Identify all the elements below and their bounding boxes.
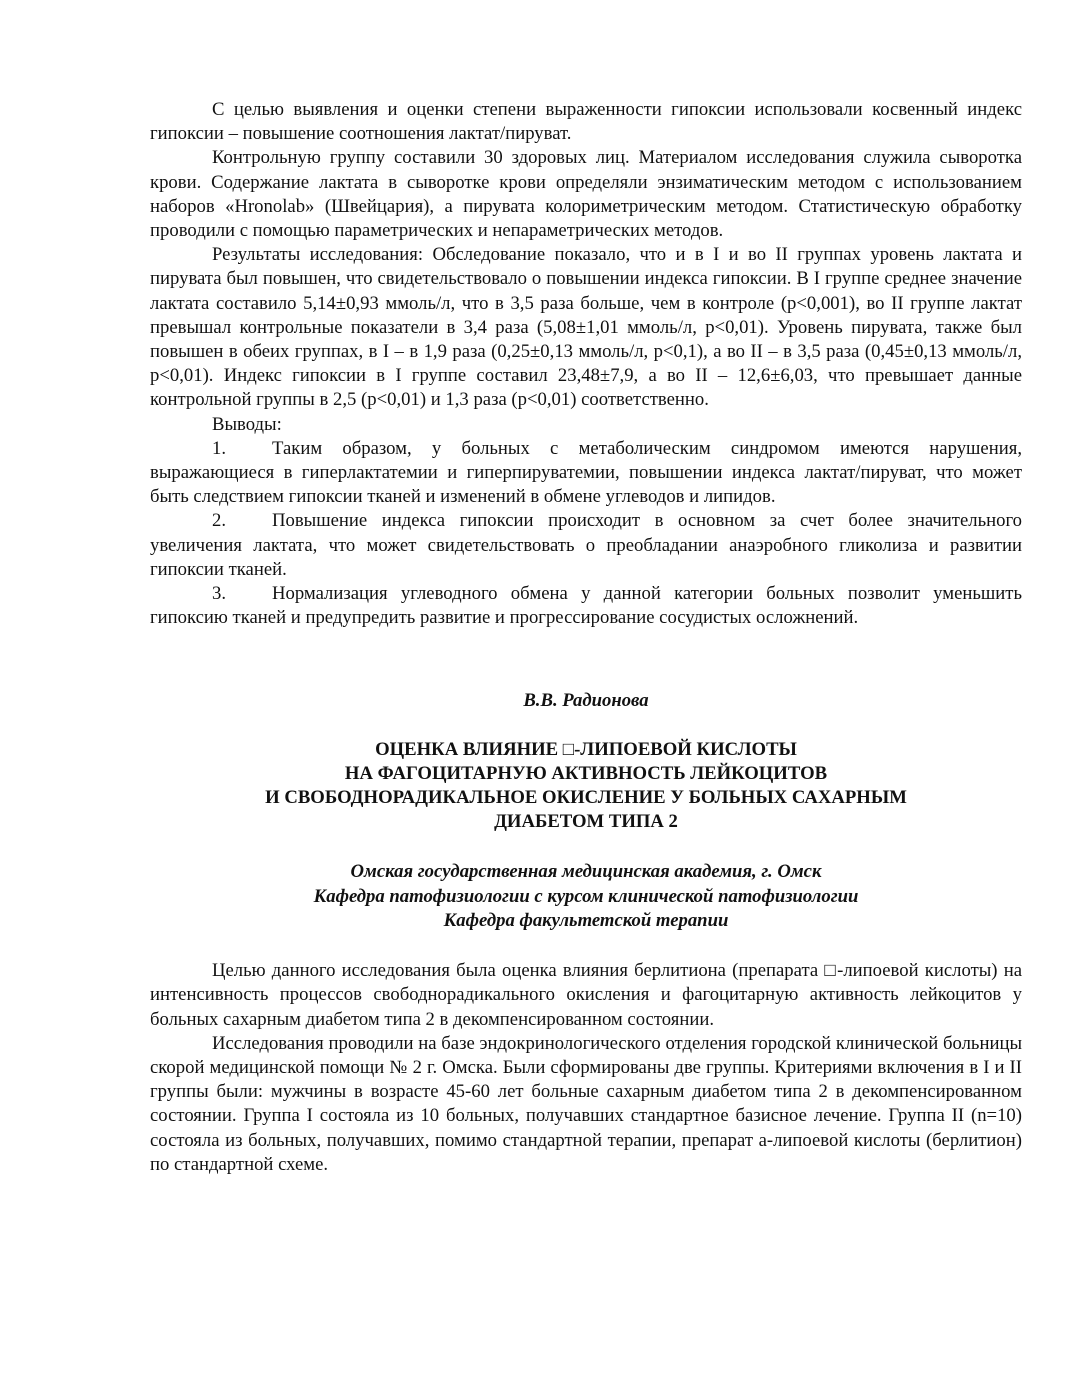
article-title bbox=[150, 738, 1022, 835]
paragraph-hypoxia-index: С целью выявления и оценки степени выраженности гипоксии использовали косвенный индекс гипоксии – повышение соотношения лактат/пируват. bbox=[150, 99, 1022, 145]
title-line: ДИАБЕТОМ ТИПА 2 bbox=[494, 811, 678, 833]
conclusion-item bbox=[150, 437, 1022, 510]
paragraph-control-group: Контрольную группу составили 30 здоровых лиц. Материалом исследования служила сыворотка крови. Содержание лактата в сыворотке крови определяли энзиматическим методом с использованием наборов «Hronolab» (Швейцария), а пирувата колориметрическим методом. Статистическую обработку проводили с помощью параметрических и непараметрических методов. bbox=[150, 147, 1022, 242]
page-content bbox=[150, 98, 1022, 1177]
title-line: НА ФАГОЦИТАРНУЮ АКТИВНОСТЬ ЛЕЙКОЦИТОВ bbox=[344, 762, 828, 784]
paragraph-study-design: Исследования проводили на базе эндокринологического отделения городской клинической больницы скорой медицинской помощи № 2 г. Омска. Были сформированы две группы. Критериями включения в I и II группы были: мужчины в возрасте 45-60 лет больные сахарным диабетом типа 2 в декомпенсированном состоянии. Группа I состояла из 10 больных, получавших стандартное базисное лечение. Группа II (n=10) состояла из больных, получавших, помимо стандартной терапии, препарат a-липоевой кислоты (берлитион) по стандартной схеме. bbox=[150, 1032, 1022, 1175]
affiliation-line: Кафедра факультетской терапии bbox=[443, 909, 729, 931]
paragraph-results: Результаты исследования: Обследование показало, что и в I и во II группах уровень лактата и пирувата был повышен, что свидетельствовало о повышении индекса гипоксии. В I группе среднее значение лактата составило 5,14±0,93 ммоль/л, что в 3,5 раза больше, чем в контроле (p<0,001), во II группе лактат превышал контрольные показатели в 3,4 раза (5,08±1,01 ммоль/л, p<0,01). Уровень пирувата, также был повышен в обеих группах, в I – в 1,9 раза (0,25±0,13 ммоль/л, p<0,1), а во II – в 3,5 раза (0,45±0,13 ммоль/л, p<0,01). Индекс гипоксии в I группе составил 23,48±7,9, а во II – 12,6±6,03, что превышает данные контрольной группы в 2,5 (p<0,01) и 1,3 раза (p<0,01) соответственно. bbox=[150, 244, 1022, 411]
conclusions-heading: Выводы: bbox=[212, 413, 282, 435]
article-1-text bbox=[150, 98, 1022, 630]
conclusion-text: Повышение индекса гипоксии происходит в основном за счет более значительного увеличения лактата, что может свидетельствовать о преобладании анаэробного гликолиза и развитии гипоксии тканей. bbox=[150, 510, 1022, 580]
conclusion-number: 2. bbox=[212, 510, 227, 532]
article-affiliations bbox=[150, 860, 1022, 933]
conclusion-item bbox=[150, 582, 1022, 630]
title-line: И СВОБОДНОРАДИКАЛЬНОЕ ОКИСЛЕНИЕ У БОЛЬНЫХ САХАРНЫМ bbox=[265, 787, 907, 809]
conclusion-number: 1. bbox=[212, 437, 227, 459]
conclusion-text: Таким образом, у больных с метаболическим синдромом имеются нарушения, выражающиеся в гиперлактатемии и гиперпируватемии, повышении индекса лактат/пируват, что может быть следствием гипоксии тканей и изменений в обмене углеводов и липидов. bbox=[150, 437, 1022, 508]
affiliation-line: Кафедра патофизиологии с курсом клинической патофизиологии bbox=[313, 885, 859, 907]
paragraph-study-aim: Целью данного исследования была оценка влияния берлитиона (препарата □-липоевой кислоты) на интенсивность процессов свободнорадикального окисления и фагоцитарную активность лейкоцитов у больных сахарным диабетом типа 2 в декомпенсированном состоянии. bbox=[150, 960, 1022, 1030]
affiliation-line: Омская государственная медицинская академия, г. Омск bbox=[350, 861, 822, 883]
article-2-text bbox=[150, 959, 1022, 1177]
conclusion-text: Нормализация углеводного обмена у данной категории больных позволит уменьшить гипоксию тканей и предупредить развитие и прогрессирование сосудистых осложнений. bbox=[150, 583, 1022, 629]
article-author: В.В. Радионова bbox=[523, 690, 649, 712]
conclusion-number: 3. bbox=[212, 583, 227, 605]
conclusion-item bbox=[150, 509, 1022, 582]
title-line: ОЦЕНКА ВЛИЯНИЕ □-ЛИПОЕВОЙ КИСЛОТЫ bbox=[375, 738, 797, 760]
